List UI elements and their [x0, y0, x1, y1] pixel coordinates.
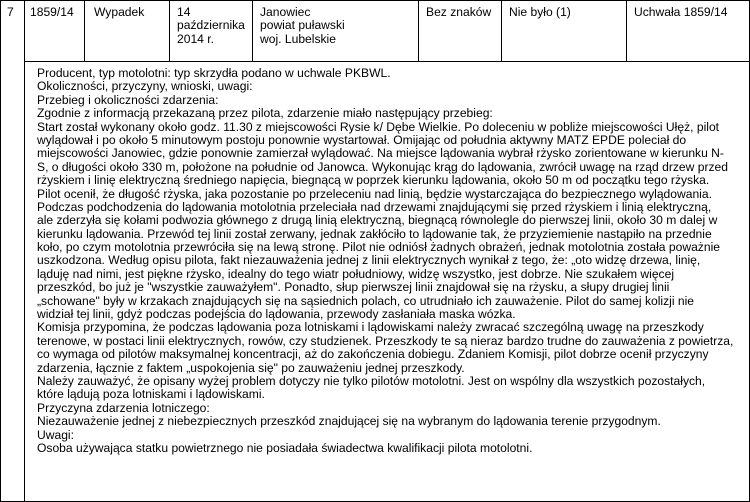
body-line: koło, po czym motolotnia przewróciła się na lewą stronę. Pilot nie odniósł żadnych obrażeń, jednak motolotnia została poważnie [37, 240, 720, 255]
body-line: Przebieg i okoliczności zdarzenia: [37, 92, 219, 107]
column-divider [84, 1, 85, 61]
column-divider [252, 1, 253, 61]
row-number: 7 [7, 5, 14, 19]
body-line: widział tej linii, gdyż podczas podejścia do lądowania, przewody zasłaniała maska wózka. [37, 307, 516, 322]
column-divider [626, 1, 627, 61]
column-divider [169, 1, 170, 61]
body-line: co wymaga od pilotów maksymalnej koncentracji, aż do zakończenia dobiegu. Zdaniem Komisji, pilot dobrze ocenił przyczyny [37, 347, 709, 362]
body-line: Producent, typ motolotni: typ skrzydła podano w uchwale PKBWL. [37, 66, 391, 80]
body-line: przeszkód, bo już je "wszystkie zauważyłem". Ponadto, słup pierwszej linii znajdował się na rżysku, a słupy drugiej linii [37, 280, 670, 295]
body-line: Niezauważenie jednej z niebezpiecznych przeszkód znajdującej się na wybranym do lądowania terenie przygodnym. [37, 414, 661, 429]
body-line: Uwagi: [37, 427, 74, 442]
body-line: ląduję nad nimi, jest piękne rżysko, idealny do tego wiatr południowy, widzę wszystko, jest dobrze. Nie szukałem więcej [37, 266, 675, 281]
body-line: Pilot ocenił, że długość rżyska, jaka pozostanie po przeleceniu nad linią, będzie wystarczająca do bezpiecznego wylądowania. [37, 186, 712, 201]
body-line: miejscowości Janowiec, gdzie ponownie zamierzał wylądować. Na miejsce lądowania wybrał rżysko zorientowane w kierunku N- [37, 146, 724, 161]
body-line: uszkodzona. Według opisu pilota, fakt niezauważenia jednej z linii elektrycznych wynikał z tego, że: „oto widzę drzewa, linię, [37, 253, 701, 268]
column-divider [501, 1, 502, 61]
body-line: Podczas podchodzenia do lądowania motolotnia przeleciała nad drzewami znajdującymi się przed rżyskiem i linią elektryczną, [37, 199, 712, 214]
body-line: które lądują poza lotniskami i lądowiskami. [37, 387, 265, 402]
resolution-ref: Uchwała 1859/14 [634, 5, 728, 19]
injuries: Nie było (1) [509, 5, 571, 19]
event-type: Wypadek [94, 5, 145, 19]
body-line: kierunku lądowania. Przewód tej linii został zerwany, jednak zakłóciło to lądowanie tak, że przyziemienie nastąpiło na przednie [37, 226, 712, 241]
incident-description [37, 67, 745, 455]
body-line: zdarzenia, łącznie z faktem „uspokojenia się" po zauważeniu jednej przeszkody. [37, 360, 465, 375]
column-divider [24, 1, 25, 501]
body-line: S, o długości około 330 m, położone na południe od Janowca. Wykonując krąg do lądowania, zwrócił uwagę na rząd drzew przed [37, 159, 728, 174]
body-line: Zgodnie z informacją przekazaną przez pilota, zdarzenie miało następujący przebieg: [37, 106, 493, 121]
event-date: 14 października 2014 r. [177, 5, 245, 46]
body-line: Okoliczności, przyczyny, wnioski, uwagi: [37, 79, 253, 94]
case-id: 1859/14 [30, 5, 74, 19]
body-line: Należy zauważyć, że opisany wyżej problem dotyczy nie tylko pilotów motolotni. Jest on wspólny dla wszystkich pozostałych, [37, 373, 706, 388]
body-line: ale zderzyła się kołami podwozia głównego z drugą linią elektryczną, biegnącą równolegle do pierwszej linii, około 30 m dalej w [37, 213, 718, 228]
body-line: Start został wykonany około godz. 11.30 z miejscowości Rysie k/ Dębe Wielkie. Po doleceniu w pobliże miejscowości Ułęż, pilot [37, 119, 720, 134]
event-location: Janowiec powiat puławski woj. Lubelskie [260, 5, 345, 46]
body-line: Przyczyna zdarzenia lotniczego: [37, 400, 210, 415]
body-line: „schowane" były w krzakach znajdujących się na sąsiednich polach, co utrudniało ich zauważenie. Pilot do samej kolizji nie [37, 293, 695, 308]
aircraft-registration: Bez znaków [426, 5, 492, 19]
column-divider [418, 1, 419, 61]
row-divider [25, 61, 749, 62]
body-line: rżyskiem i linię elektryczną średniego napięcia, biegnącą w poprzek kierunku lądowania, około 50 m od początku tego rżyska. [37, 173, 710, 188]
body-line: terenowe, w postaci linii elektrycznych, rowów, czy studzienek. Przeszkody te są nieraz bardzo trudne do zauważenia z powietrza, [37, 333, 734, 348]
body-line: wylądował i po około 5 minutowym postoju ponownie wystartował. Omijając od południa aktywny MATZ EPDE poleciał do [37, 132, 687, 147]
body-line: Osoba używająca statku powietrznego nie posiadała świadectwa kwalifikacji pilota motolotni. [37, 440, 533, 455]
body-line: Komisja przypomina, że podczas lądowania poza lotniskami i lądowiskami należy zwracać szczególną uwagę na przeszkody [37, 320, 704, 335]
